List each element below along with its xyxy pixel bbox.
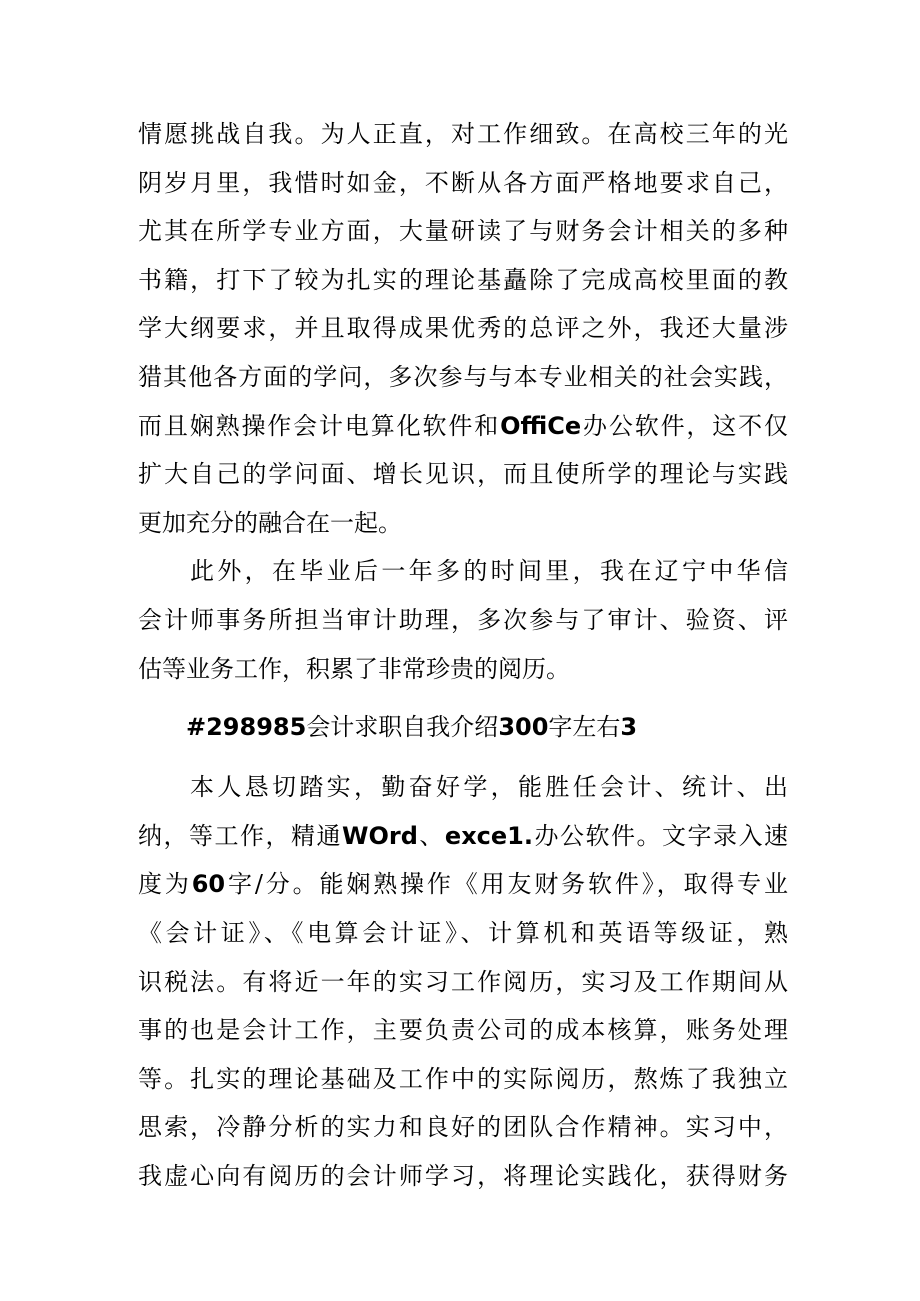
heading-text: 字左右 — [548, 713, 621, 742]
text-line: 思索，冷静分析的实力和良好的团队合作精神。实习中， — [138, 1113, 788, 1142]
text-line: 扩大自己的学问面、增长见识，而且使所学的理论与实践 — [138, 460, 788, 489]
text-segment: 而且娴熟操作会计电算化软件和 — [138, 411, 501, 440]
text-line: 更加充分的融合在一起。 — [138, 508, 402, 537]
text-line: 识税法。有将近一年的实习工作阅历，实习及工作期间从 — [138, 967, 788, 996]
text-line: 我虚心向有阅历的会计师学习，将理论实践化，获得财务 — [138, 1161, 788, 1190]
text-line: 猎其他各方面的学问，多次参与与本专业相关的社会实践， — [138, 362, 788, 391]
text-line: 估等业务工作，积累了非常珍贵的阅历。 — [138, 654, 570, 683]
text-line: 《会计证》、《电算会计证》、计算机和英语等级证，熟 — [138, 918, 788, 947]
bold-number: 60 — [191, 870, 226, 899]
text-line — [138, 812, 788, 861]
text-line — [138, 402, 788, 451]
text-line: 阴岁月里，我惜时如金，不断从各方面严格地要求自己， — [138, 168, 788, 197]
paragraph-1 — [138, 110, 788, 547]
paragraph-2 — [138, 547, 788, 693]
bold-term-word: WOrd — [342, 821, 418, 850]
text-line: 尤其在所学专业方面，大量研读了与财务会计相关的多种 — [138, 217, 788, 246]
document-page — [138, 110, 788, 1200]
text-segment: 办公软件。文字录入速 — [533, 821, 788, 850]
paragraph-3 — [138, 763, 788, 1200]
text-line: 会计师事务所担当审计助理，多次参与了审计、验资、评 — [138, 605, 788, 634]
text-line: 学大纲要求，并且取得成果优秀的总评之外，我还大量涉 — [138, 314, 788, 343]
heading-text: 会计求职自我介绍 — [306, 713, 499, 742]
text-line: 书籍，打下了较为扎实的理论基矗除了完成高校里面的教 — [138, 265, 788, 294]
text-line: 本人恳切踏实，勤奋好学，能胜任会计、统计、出 — [190, 773, 788, 802]
text-line: 情愿挑战自我。为人正直，对工作细致。在高校三年的光 — [138, 120, 788, 148]
heading-id: #298985 — [186, 713, 307, 742]
text-segment: 办公软件，这不仅 — [581, 411, 788, 440]
text-segment: 度为 — [138, 870, 192, 899]
section-heading — [138, 697, 788, 757]
heading-number: 300 — [498, 713, 549, 742]
text-segment: 字/分。能娴熟操作《用友财务软件》，取得专业 — [225, 870, 788, 899]
text-line — [138, 860, 788, 909]
text-line: 事的也是会计工作，主要负责公司的成本核算，账务处理 — [138, 1016, 788, 1045]
bold-term-office: OffiCe — [500, 411, 582, 440]
text-line: 此外，在毕业后一年多的时间里，我在辽宁中华信 — [190, 557, 788, 586]
bold-term-excel: exce1. — [444, 821, 533, 850]
text-segment: 纳，等工作，精通 — [138, 821, 343, 850]
text-segment: 、 — [417, 821, 445, 850]
text-line: 等。扎实的理论基础及工作中的实际阅历，熬炼了我独立 — [138, 1064, 788, 1093]
heading-index: 3 — [620, 713, 638, 742]
